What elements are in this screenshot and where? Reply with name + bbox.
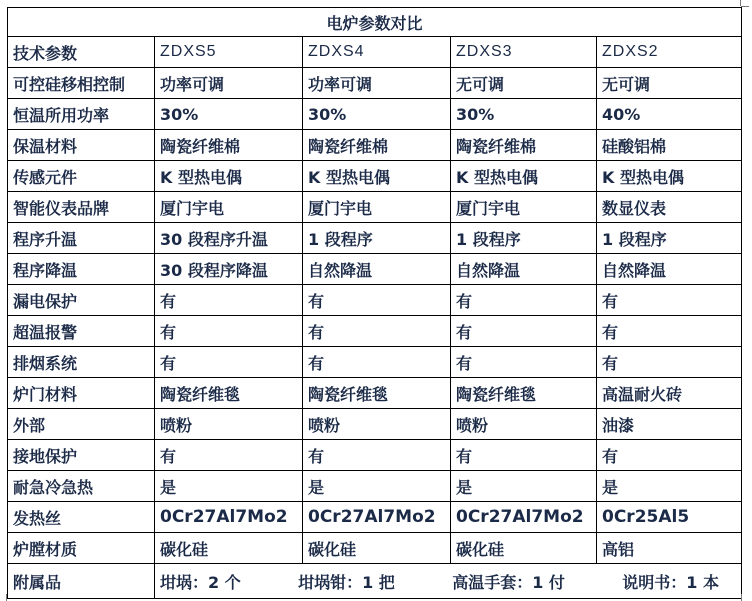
value-cell: 高铝: [597, 533, 742, 564]
row-label-cell: 恒温所用功率: [8, 99, 155, 130]
table-row: [8, 99, 742, 130]
value-cell: 碳化硅: [155, 533, 303, 564]
value-cell: 是: [597, 471, 742, 502]
value-cell: 有: [451, 285, 597, 316]
value-cell: 有: [597, 316, 742, 347]
value-cell: 有: [451, 347, 597, 378]
value-cell: 有: [303, 285, 451, 316]
value-cell: 功率可调: [303, 68, 451, 99]
value-cell: 是: [303, 471, 451, 502]
value-cell: 30%: [303, 99, 451, 130]
value-cell: 30%: [451, 99, 597, 130]
model-header-cell: ZDXS5: [155, 37, 303, 68]
accessories-list: [160, 570, 741, 593]
value-cell: 30 段程序降温: [155, 254, 303, 285]
value-cell: 陶瓷纤维棉: [451, 130, 597, 161]
header-row: [8, 37, 742, 68]
value-cell: 陶瓷纤维毯: [155, 378, 303, 409]
row-label-cell: 传感元件: [8, 161, 155, 192]
accessories-cell: [155, 564, 742, 599]
value-cell: K 型热电偶: [597, 161, 742, 192]
accessory-item: 高温手套：1 付: [452, 572, 565, 592]
table-row: [8, 316, 742, 347]
value-cell: 0Cr27Al7Mo2: [303, 502, 451, 533]
table-row: [8, 440, 742, 471]
table-row: [8, 409, 742, 440]
value-cell: 0Cr25Al5: [597, 502, 742, 533]
model-header-cell: ZDXS3: [451, 37, 597, 68]
value-cell: 陶瓷纤维毯: [451, 378, 597, 409]
row-label-cell: 程序升温: [8, 223, 155, 254]
value-cell: K 型热电偶: [451, 161, 597, 192]
value-cell: 硅酸铝棉: [597, 130, 742, 161]
row-label-cell: 炉门材料: [8, 378, 155, 409]
value-cell: 高温耐火砖: [597, 378, 742, 409]
table-row: [8, 130, 742, 161]
row-label-cell: 智能仪表品牌: [8, 192, 155, 223]
row-label-cell: 发热丝: [8, 502, 155, 533]
value-cell: 无可调: [451, 68, 597, 99]
value-cell: 有: [451, 316, 597, 347]
row-label-cell: 外部: [8, 409, 155, 440]
value-cell: 40%: [597, 99, 742, 130]
value-cell: 有: [155, 316, 303, 347]
value-cell: 0Cr27Al7Mo2: [155, 502, 303, 533]
value-cell: 功率可调: [155, 68, 303, 99]
value-cell: 1 段程序: [597, 223, 742, 254]
accessories-row: [8, 564, 742, 599]
row-label-cell: 程序降温: [8, 254, 155, 285]
value-cell: 厦门宇电: [303, 192, 451, 223]
value-cell: 是: [155, 471, 303, 502]
value-cell: 厦门宇电: [155, 192, 303, 223]
parameter-comparison-document: [7, 7, 742, 599]
table-row: [8, 471, 742, 502]
table-row: [8, 192, 742, 223]
value-cell: 自然降温: [303, 254, 451, 285]
value-cell: 0Cr27Al7Mo2: [451, 502, 597, 533]
value-cell: 陶瓷纤维毯: [303, 378, 451, 409]
value-cell: 30 段程序升温: [155, 223, 303, 254]
value-cell: 有: [155, 440, 303, 471]
value-cell: 有: [303, 440, 451, 471]
value-cell: 喷粉: [451, 409, 597, 440]
row-label-cell: 炉膛材质: [8, 533, 155, 564]
row-label-cell: 超温报警: [8, 316, 155, 347]
row-label-cell: 可控硅移相控制: [8, 68, 155, 99]
table-row: [8, 285, 742, 316]
value-cell: K 型热电偶: [303, 161, 451, 192]
value-cell: 碳化硅: [303, 533, 451, 564]
table-row: [8, 254, 742, 285]
corner-mark-bottom-right: [741, 594, 742, 601]
value-cell: 有: [597, 347, 742, 378]
value-cell: 厦门宇电: [451, 192, 597, 223]
row-label-cell: 接地保护: [8, 440, 155, 471]
model-header-cell: ZDXS2: [597, 37, 742, 68]
value-cell: 有: [303, 316, 451, 347]
accessory-item: 坩埚：2 个: [160, 572, 241, 592]
value-cell: 有: [597, 440, 742, 471]
table-row: [8, 502, 742, 533]
value-cell: 1 段程序: [303, 223, 451, 254]
value-cell: 陶瓷纤维棉: [155, 130, 303, 161]
header-label-cell: 技术参数: [8, 37, 155, 68]
value-cell: 自然降温: [451, 254, 597, 285]
accessory-item: 说明书：1 本: [622, 572, 719, 592]
value-cell: 有: [155, 285, 303, 316]
value-cell: 无可调: [597, 68, 742, 99]
value-cell: 陶瓷纤维棉: [303, 130, 451, 161]
value-cell: 有: [155, 347, 303, 378]
value-cell: 喷粉: [155, 409, 303, 440]
value-cell: 数显仪表: [597, 192, 742, 223]
value-cell: K 型热电偶: [155, 161, 303, 192]
row-label-cell: 排烟系统: [8, 347, 155, 378]
value-cell: 油漆: [597, 409, 742, 440]
table-row: [8, 223, 742, 254]
accessory-item: 坩埚钳：1 把: [298, 572, 395, 592]
table-row: [8, 347, 742, 378]
row-label-cell: 耐急冷急热: [8, 471, 155, 502]
value-cell: 有: [597, 285, 742, 316]
value-cell: 碳化硅: [451, 533, 597, 564]
value-cell: 有: [451, 440, 597, 471]
row-label-cell: 保温材料: [8, 130, 155, 161]
table-title: 电炉参数对比: [8, 8, 742, 37]
table-row: [8, 68, 742, 99]
table-row: [8, 161, 742, 192]
value-cell: 喷粉: [303, 409, 451, 440]
comparison-table: [7, 7, 742, 599]
value-cell: 1 段程序: [451, 223, 597, 254]
corner-mark-bottom-left: [6, 594, 7, 601]
corner-mark-top-right-h: [741, 6, 749, 7]
table-row: [8, 533, 742, 564]
model-header-cell: ZDXS4: [303, 37, 451, 68]
value-cell: 30%: [155, 99, 303, 130]
value-cell: 自然降温: [597, 254, 742, 285]
row-label-cell: 漏电保护: [8, 285, 155, 316]
accessories-label-cell: 附属品: [8, 564, 155, 599]
value-cell: 有: [303, 347, 451, 378]
table-row: [8, 378, 742, 409]
value-cell: 是: [451, 471, 597, 502]
